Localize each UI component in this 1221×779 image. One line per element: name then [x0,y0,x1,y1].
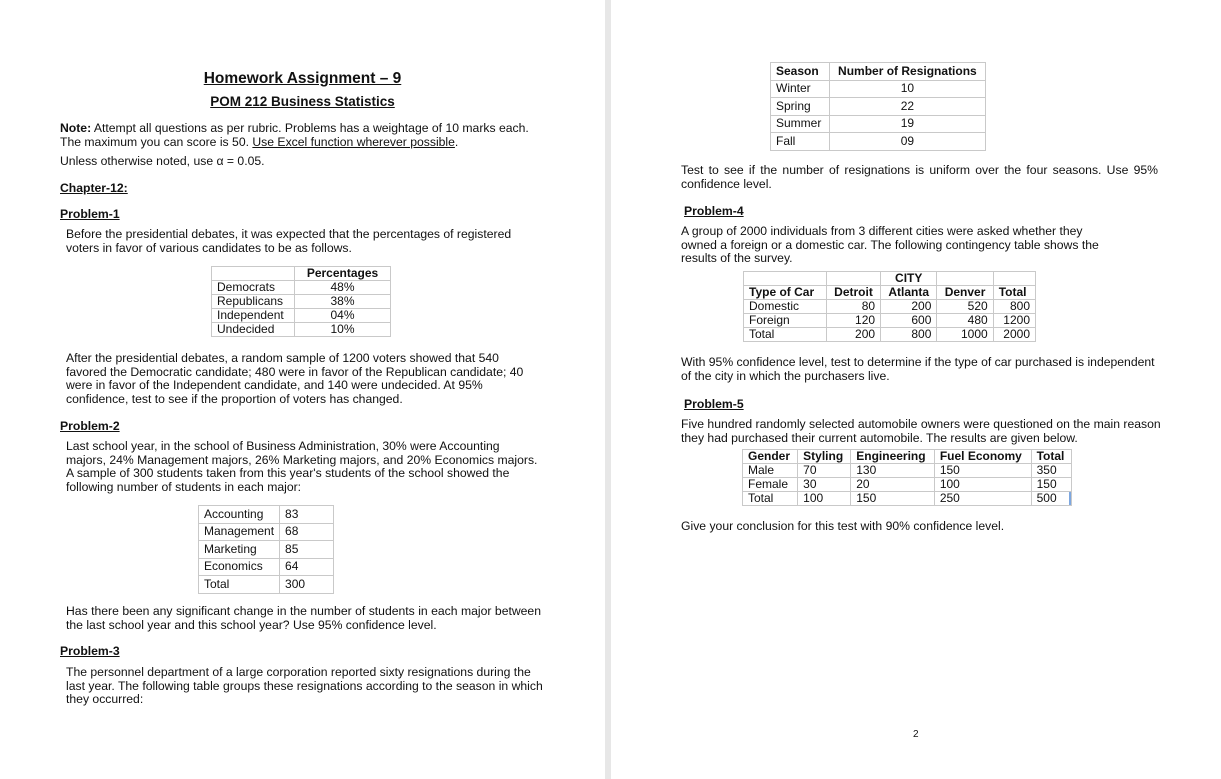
table-cell: Domestic [744,300,827,314]
table-cell: Economics [199,558,280,576]
page-right [611,0,1221,779]
table-row [743,492,1072,506]
selected-table-cell[interactable]: 500 [1031,492,1071,506]
problem-5-intro: Five hundred randomly selected automobile owners were questioned on the main reason they had purchased their current automobile. The results are given below. [681,417,1161,445]
table-cell: 520 [937,300,993,314]
note-paragraph [60,122,550,149]
problem-1-intro: Before the presidential debates, it was expected that the percentages of registered voters in favor of various candidates to be as follows. [66,227,512,255]
table-header-row [744,272,1036,286]
problem-3-table [770,62,986,151]
problem-3-intro: The personnel department of a large corporation reported sixty resignations during the last year. The following table groups these resignations according to the season in which they occurred: [66,665,543,707]
table-cell: 09 [829,133,985,151]
table-cell: 48% [295,281,391,295]
table-cell: 200 [826,328,880,342]
table-cell: Fall [771,133,830,151]
table-cell [826,272,880,286]
table-cell: 64 [280,558,334,576]
table-cell: Foreign [744,314,827,328]
table-cell: 350 [1031,464,1071,478]
table-row [212,323,391,337]
table-cell: Republicans [212,295,295,309]
table-row [199,558,334,576]
table-cell: Total [744,328,827,342]
table-cell: 38% [295,295,391,309]
table-cell [744,272,827,286]
table-header-row [744,286,1036,300]
table-cell: 300 [280,576,334,594]
table-cell: Total [743,492,798,506]
problem-4-intro: A group of 2000 individuals from 3 different cities were asked whether they owned a foreign or a domestic car. The following contingency table shows the results of the survey. [681,224,1099,266]
document-title: Homework Assignment – 9 [203,70,402,87]
table-row [212,309,391,323]
table-cell: 800 [993,300,1035,314]
table-cell: 83 [280,506,334,524]
table-row [771,133,986,151]
problem-2-question: Has there been any significant change in the number of students in each major between the last school year and this school year? Use 95% confidence level. [66,604,541,632]
table-cell: 100 [934,478,1031,492]
table-row [199,506,334,524]
table-header: Number of Resignations [829,63,985,81]
note-end: . [454,134,459,149]
problem-5-question: Give your conclusion for this test with 90% confidence level. [681,519,1005,533]
table-cell: 100 [798,492,851,506]
page-number: 2 [913,729,919,740]
table-header: Total [993,286,1035,300]
table-header: Atlanta [881,286,937,300]
table-cell: 10% [295,323,391,337]
table-row [771,115,986,133]
table-cell: 800 [881,328,937,342]
table-header: Styling [798,450,851,464]
table-row [744,328,1036,342]
table-header-row [212,267,391,281]
table-header: Season [771,63,830,81]
table-cell: 480 [937,314,993,328]
table-cell: 2000 [993,328,1035,342]
table-cell: 200 [881,300,937,314]
problem-1-table [211,266,391,337]
table-row [743,478,1072,492]
table-cell: Accounting [199,506,280,524]
note-label: Note: [60,121,92,135]
problem-4-question: With 95% confidence level, test to determine if the type of car purchased is independent of the city in which the purchasers live. [681,355,1155,383]
table-cell: Spring [771,98,830,116]
table-header: Engineering [851,450,935,464]
table-cell: Management [199,523,280,541]
table-cell: 130 [851,464,935,478]
note-text: Attempt all questions as per rubric. Problems has a weightage of 10 marks each. The maximum you can score is 50. [60,121,529,149]
table-cell [993,272,1035,286]
problem-2-intro: Last school year, in the school of Business Administration, 30% were Accounting majors, 24% Management majors, 26% Marketing majors, and 20% Economics majors. A sample of 300 students taken from this year's students of the school showed the following number of students in each major: [66,439,538,494]
table-cell: 1000 [937,328,993,342]
table-row [771,98,986,116]
problem-1-question: After the presidential debates, a random sample of 1200 voters showed that 540 favored the Democratic candidate; 480 were in favor of the Republican candidate; 40 were in favor of the Independent candidate, and 140 were undecided. At 95% confidence, test to see if the proportion of voters has changed. [66,351,524,406]
table-header: Percentages [295,267,391,281]
table-cell: 68 [280,523,334,541]
table-header: Fuel Economy [934,450,1031,464]
table-cell: 10 [829,80,985,98]
table-cell: Marketing [199,541,280,559]
table-cell: 80 [826,300,880,314]
table-row [743,464,1072,478]
table-row [744,314,1036,328]
table-cell: Undecided [212,323,295,337]
table-cell: 250 [934,492,1031,506]
table-cell [937,272,993,286]
table-cell: Winter [771,80,830,98]
table-row [771,80,986,98]
table-cell: 30 [798,478,851,492]
table-cell [212,267,295,281]
table-header: Total [1031,450,1071,464]
table-row [199,541,334,559]
table-cell: Female [743,478,798,492]
table-cell: Democrats [212,281,295,295]
table-cell: 150 [934,464,1031,478]
table-header: CITY [881,272,937,286]
table-cell: 20 [851,478,935,492]
problem-3-heading: Problem-3 [60,644,120,658]
problem-5-heading: Problem-5 [684,397,744,411]
table-cell: 120 [826,314,880,328]
table-row [212,281,391,295]
table-row [199,523,334,541]
table-header: Detroit [826,286,880,300]
chapter-heading: Chapter-12: [60,181,128,195]
table-row [744,300,1036,314]
table-row [199,576,334,594]
table-cell: 150 [1031,478,1071,492]
problem-4-heading: Problem-4 [684,204,744,218]
problem-2-heading: Problem-2 [60,419,120,433]
table-header-row [743,450,1072,464]
table-row [212,295,391,309]
table-cell: 150 [851,492,935,506]
page-left [0,0,605,779]
document-subtitle: POM 212 Business Statistics [210,94,395,109]
problem-5-table [742,449,1072,506]
table-cell: Male [743,464,798,478]
table-cell: 04% [295,309,391,323]
alpha-note: Unless otherwise noted, use α = 0.05. [60,154,265,168]
table-header-row [771,63,986,81]
table-cell: 19 [829,115,985,133]
table-cell: Total [199,576,280,594]
table-cell: 1200 [993,314,1035,328]
problem-4-table [743,271,1036,342]
note-link: Use Excel function wherever possible [252,134,455,149]
table-cell: 85 [280,541,334,559]
table-header: Denver [937,286,993,300]
problem-3-question: Test to see if the number of resignations is uniform over the four seasons. Use 95% confidence level. [681,163,1158,191]
problem-1-heading: Problem-1 [60,207,120,221]
problem-2-table [198,505,334,594]
table-cell: Summer [771,115,830,133]
table-cell: Independent [212,309,295,323]
table-cell: 22 [829,98,985,116]
table-header: Type of Car [744,286,827,300]
table-cell: 600 [881,314,937,328]
table-header: Gender [743,450,798,464]
table-cell: 70 [798,464,851,478]
